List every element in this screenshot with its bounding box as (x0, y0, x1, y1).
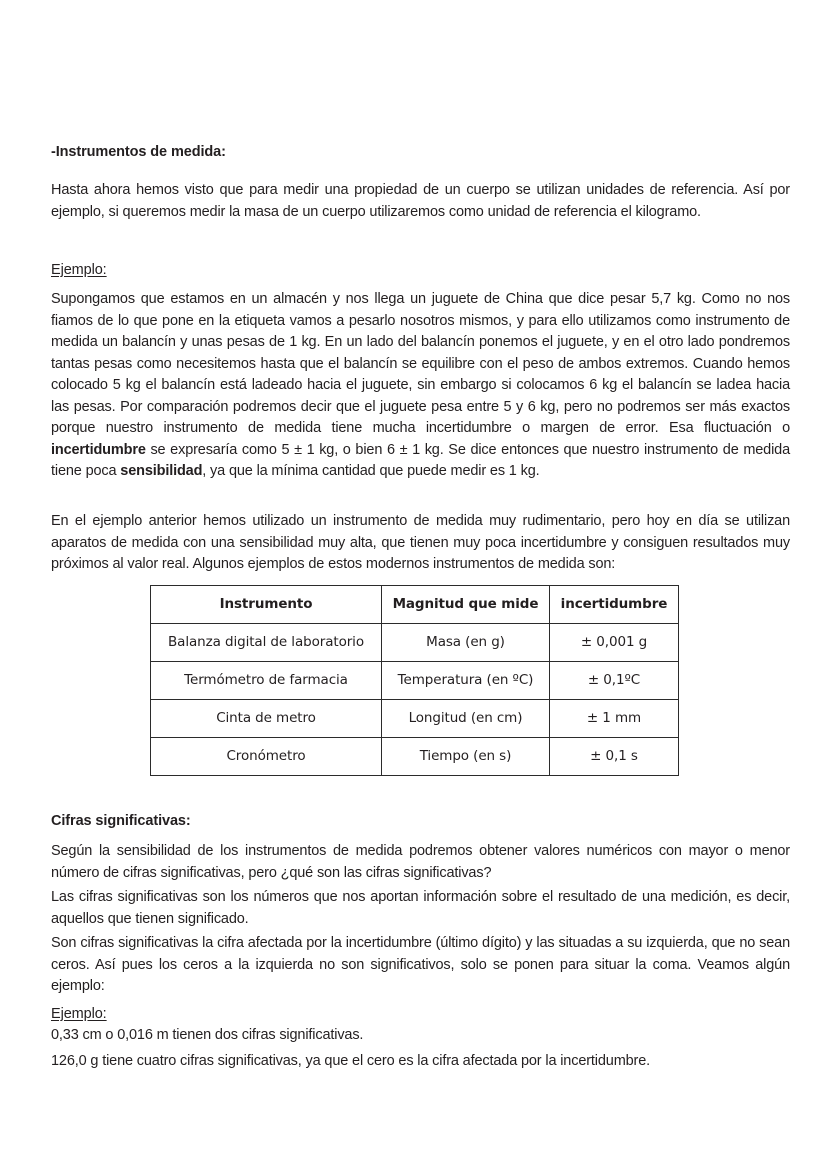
table-cell-instrumento: Cinta de metro (151, 700, 382, 738)
paragraph-cifras-2-block (51, 887, 790, 930)
subheading-ejemplo-2: Ejemplo: (51, 1006, 107, 1022)
subheading-ejemplo-1: Ejemplo: (51, 262, 107, 278)
table-cell-incertidumbre: ± 0,1ºC (550, 662, 679, 700)
paragraph-instrumentos-modernos: En el ejemplo anterior hemos utilizado un instrumento de medida muy rudimentario, pero hoy en día se utilizan aparatos de medida con una sensibilidad muy alta, que tienen muy poca incertidumbre y consiguen resultados muy próximos al valor real. Algunos ejemplos de estos modernos instrumentos de medida son: (51, 513, 790, 572)
document-page (51, 0, 790, 1169)
emphasis-sensibilidad: sensibilidad (120, 463, 203, 479)
table-header-row (151, 586, 679, 624)
paragraph-ejemplo-part3: , ya que la mínima cantidad que puede medir es 1 kg. (202, 463, 540, 479)
instruments-table-wrapper (150, 585, 678, 776)
table-header-instrumento: Instrumento (151, 586, 382, 624)
table-row (151, 624, 679, 662)
table-cell-instrumento: Balanza digital de laboratorio (151, 624, 382, 662)
table-cell-magnitud: Masa (en g) (382, 624, 550, 662)
table-cell-magnitud: Longitud (en cm) (382, 700, 550, 738)
instruments-table (150, 585, 679, 776)
paragraph-ejemplo-item-2: 126,0 g tiene cuatro cifras significativas, ya que el cero es la cifra afectada por la incertidumbre. (51, 1053, 651, 1069)
table-row (151, 738, 679, 776)
table-cell-incertidumbre: ± 0,1 s (550, 738, 679, 776)
table-header-incertidumbre: incertidumbre (550, 586, 679, 624)
heading-instrumentos-de-medida: -Instrumentos de medida: (51, 144, 226, 160)
paragraph-cifras-3-block (51, 933, 790, 998)
paragraph-cifras-1-block (51, 841, 790, 884)
paragraph-cifras-1: Según la sensibilidad de los instrumentos de medida podremos obtener valores numéricos con mayor o menor número de cifras significativas, pero ¿qué son las cifras significativas? (51, 843, 790, 881)
table-cell-incertidumbre: ± 0,001 g (550, 624, 679, 662)
paragraph-ejemplo-item-2-block (51, 1051, 790, 1073)
subheading-ejemplo-1-block (51, 261, 790, 281)
paragraph-cifras-2: Las cifras significativas son los números que nos aportan información sobre el resultado de una medición, es decir, aquellos que tienen significado. (51, 889, 790, 927)
table-cell-instrumento: Cronómetro (151, 738, 382, 776)
paragraph-ejemplo-block (51, 289, 790, 483)
table-row (151, 700, 679, 738)
section-heading-instrumentos (51, 143, 790, 163)
table-cell-magnitud: Temperatura (en ºC) (382, 662, 550, 700)
paragraph-ejemplo-item-1: 0,33 cm o 0,016 m tienen dos cifras significativas. (51, 1027, 364, 1043)
paragraph-cifras-3: Son cifras significativas la cifra afectada por la incertidumbre (último dígito) y las situadas a su izquierda, que no sean ceros. Así pues los ceros a la izquierda no son significativos, solo se ponen para situar la coma. Veamos algún ejemplo: (51, 935, 790, 994)
paragraph-modernos-block (51, 511, 790, 576)
paragraph-ejemplo-part1: Supongamos que estamos en un almacén y nos llega un juguete de China que dice pesar 5,7 kg. Como no nos fiamos de lo que pone en la etiqueta vamos a pesarlo nosotros mismos, y para ello utilizamos como instrumento de medida un balancín y unas pesas de 1 kg. En un lado del balancín ponemos el juguete, y en el otro lado pondremos tantas pesas como necesitemos hasta que el balancín se equilibre con el peso de ambos extremos. Cuando hemos colocado 5 kg el balancín está ladeado hacia el juguete, sin embargo si colocamos 6 kg el balancín se ladea hacia las pesas. Por comparación podremos decir que el juguete pesa entre 5 y 6 kg, pero no podremos ser más exactos porque nuestro instrumento de medida tiene mucha incertidumbre o margen de error. Esa fluctuación o (51, 291, 790, 436)
heading-cifras-significativas: Cifras significativas: (51, 813, 191, 829)
paragraph-ejemplo (51, 289, 790, 483)
subheading-ejemplo-2-block (51, 1005, 790, 1025)
table-cell-instrumento: Termómetro de farmacia (151, 662, 382, 700)
table-cell-magnitud: Tiempo (en s) (382, 738, 550, 776)
table-row (151, 662, 679, 700)
paragraph-intro-block (51, 180, 790, 223)
emphasis-incertidumbre: incertidumbre (51, 441, 146, 458)
paragraph-intro: Hasta ahora hemos visto que para medir una propiedad de un cuerpo se utilizan unidades de referencia. Así por ejemplo, si queremos medir la masa de un cuerpo utilizaremos como unidad de referencia el kilogramo. (51, 182, 790, 220)
table-header-magnitud: Magnitud que mide (382, 586, 550, 624)
table-cell-incertidumbre: ± 1 mm (550, 700, 679, 738)
paragraph-ejemplo-part2: se expresaría como 5 ± 1 kg, o bien 6 ± 1 kg. Se dice entonces que nuestro instrumento de medida tiene poca (51, 441, 790, 479)
paragraph-ejemplo-item-1-block (51, 1025, 790, 1047)
section-heading-cifras-block (51, 812, 790, 832)
